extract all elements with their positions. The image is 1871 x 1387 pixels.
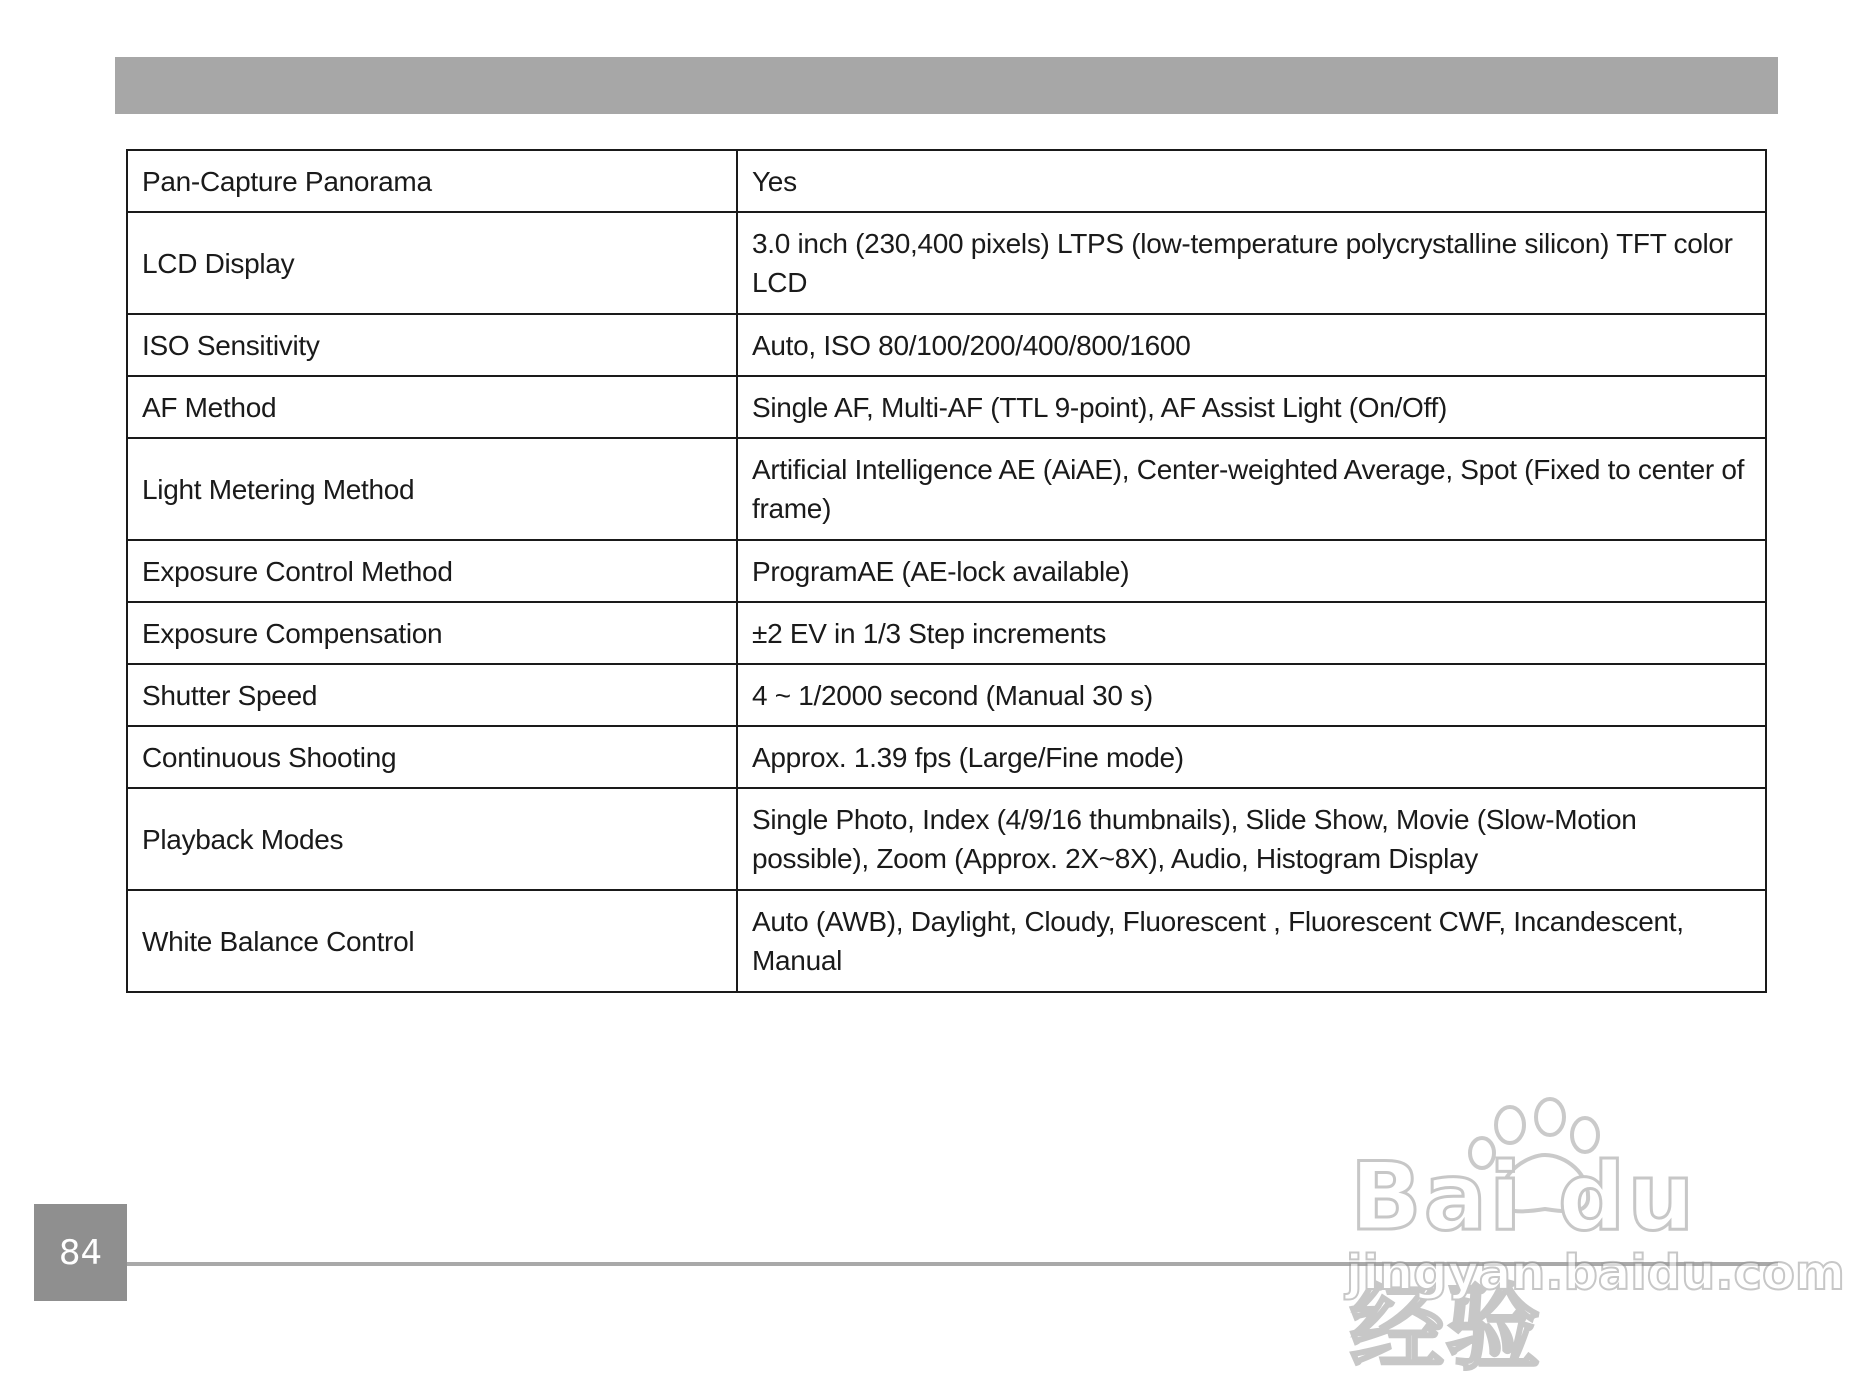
spec-value: ProgramAE (AE-lock available) — [737, 540, 1766, 602]
table-row — [127, 788, 1766, 890]
spec-value: Auto, ISO 80/100/200/400/800/1600 — [737, 314, 1766, 376]
spec-table — [126, 149, 1767, 993]
spec-label: Pan-Capture Panorama — [127, 150, 737, 212]
spec-label: AF Method — [127, 376, 737, 438]
table-row — [127, 664, 1766, 726]
spec-label: Shutter Speed — [127, 664, 737, 726]
header-bar — [115, 57, 1778, 114]
table-row — [127, 540, 1766, 602]
spec-label: ISO Sensitivity — [127, 314, 737, 376]
table-row — [127, 602, 1766, 664]
table-row — [127, 726, 1766, 788]
table-row — [127, 314, 1766, 376]
spec-label: Continuous Shooting — [127, 726, 737, 788]
spec-label: Exposure Compensation — [127, 602, 737, 664]
spec-label: Playback Modes — [127, 788, 737, 890]
spec-value: Auto (AWB), Daylight, Cloudy, Fluorescent , Fluorescent CWF, Incandescent, Manual — [737, 890, 1766, 992]
spec-label: White Balance Control — [127, 890, 737, 992]
spec-label: LCD Display — [127, 212, 737, 314]
baidu-watermark — [1340, 1095, 1845, 1383]
spec-value: Yes — [737, 150, 1766, 212]
spec-value: 4 ~ 1/2000 second (Manual 30 s) — [737, 664, 1766, 726]
spec-value: Single AF, Multi-AF (TTL 9-point), AF Assist Light (On/Off) — [737, 376, 1766, 438]
spec-value: Artificial Intelligence AE (AiAE), Center-weighted Average, Spot (Fixed to center of frame) — [737, 438, 1766, 540]
spec-value: Approx. 1.39 fps (Large/Fine mode) — [737, 726, 1766, 788]
page-number: 84 — [34, 1204, 127, 1301]
spec-value: 3.0 inch (230,400 pixels) LTPS (low-temperature polycrystalline silicon) TFT color LCD — [737, 212, 1766, 314]
table-row — [127, 150, 1766, 212]
table-row — [127, 212, 1766, 314]
spec-label: Light Metering Method — [127, 438, 737, 540]
watermark-logo-text: Bai du 经验 — [1350, 1143, 1697, 1383]
spec-value: ±2 EV in 1/3 Step increments — [737, 602, 1766, 664]
spec-label: Exposure Control Method — [127, 540, 737, 602]
watermark-url: jingyan.baidu.com — [1346, 1245, 1845, 1301]
spec-value: Single Photo, Index (4/9/16 thumbnails), Slide Show, Movie (Slow-Motion possible), Zoom (Approx. 2X~8X), Audio, Histogram Display — [737, 788, 1766, 890]
table-row — [127, 438, 1766, 540]
table-row — [127, 376, 1766, 438]
table-row — [127, 890, 1766, 992]
